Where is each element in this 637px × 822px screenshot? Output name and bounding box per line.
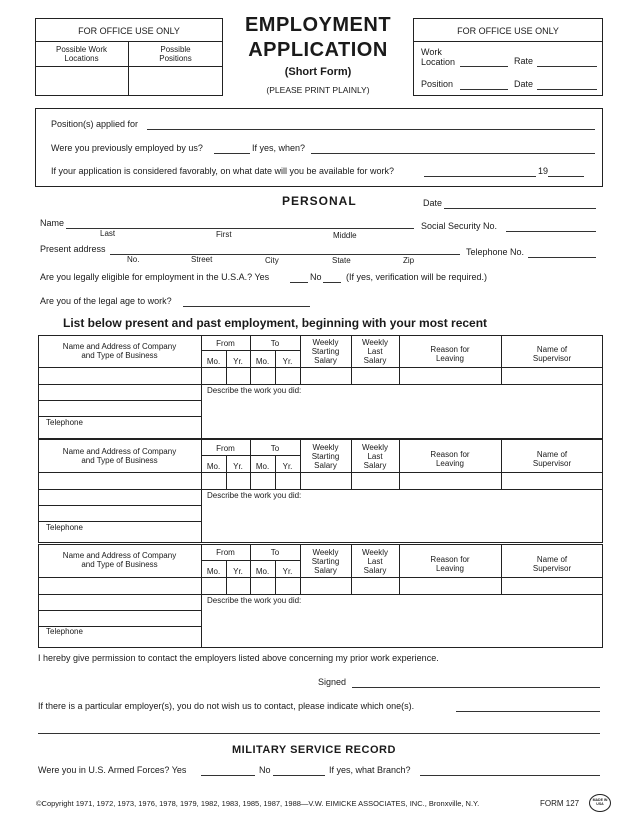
office-left-work-locations: Possible Work Locations (56, 45, 107, 64)
weekly-last-header-1: Weekly Last Salary (361, 338, 389, 366)
form-title-line2: APPLICATION (248, 39, 388, 61)
military-no-field[interactable] (273, 775, 325, 776)
name-last-caption: Last (100, 229, 116, 238)
position-applied-label: Position(s) applied for (51, 119, 139, 129)
employment-heading: List below present and past employment, beginning with your most recent (63, 316, 488, 330)
telephone-1: Telephone (46, 418, 83, 427)
signature-field[interactable] (352, 687, 600, 688)
if-yes-when-field[interactable] (311, 153, 595, 154)
from-header-3: From (216, 548, 235, 557)
company-header-1: Name and Address of Company and Type of Business (62, 342, 177, 361)
to-header-3: To (270, 548, 280, 557)
telephone-field[interactable] (528, 257, 596, 258)
personal-date-field[interactable] (444, 208, 596, 209)
from-mo-1: Mo. (206, 357, 221, 366)
to-header-1: To (270, 339, 280, 348)
legal-age-label: Are you of the legal age to work? (40, 296, 172, 306)
address-state-caption: State (332, 256, 351, 265)
military-question: Were you in U.S. Armed Forces? Yes (38, 765, 187, 775)
ssn-label: Social Security No. (421, 221, 498, 231)
available-year-field[interactable] (548, 176, 584, 177)
address-zip-caption: Zip (403, 256, 415, 265)
work-location-field[interactable] (460, 66, 508, 67)
personal-heading: PERSONAL (282, 194, 357, 208)
personal-date-label: Date (423, 198, 443, 208)
weekly-last-header-3: Weekly Last Salary (361, 548, 389, 576)
address-no-caption: No. (127, 255, 140, 264)
military-no-label: No (259, 765, 271, 775)
if-yes-when-label: If yes, when? (252, 143, 306, 153)
describe-work-3: Describe the work you did: (207, 596, 302, 605)
weekly-starting-header-3: Weekly Starting Salary (311, 548, 340, 576)
eligible-no-label: No (310, 272, 322, 282)
to-header-2: To (270, 444, 280, 453)
telephone-label: Telephone No. (466, 247, 525, 257)
print-instruction: (PLEASE PRINT PLAINLY) (266, 85, 370, 95)
reason-header-3: Reason for Leaving (430, 555, 470, 574)
military-branch-label: If yes, what Branch? (329, 765, 411, 775)
copyright-text: ©Copyright 1971, 1972, 1973, 1976, 1978, 1979, 1982, 1983, 1985, 1987, 1988—V.W. EIMICKE ASSOCIATES, INC., Bronxville, N.Y. (36, 799, 480, 808)
name-label: Name (40, 218, 65, 228)
office-right-work-location: Work Location (421, 47, 456, 68)
to-yr-3: Yr. (282, 567, 293, 576)
from-header-1: From (216, 339, 235, 348)
address-field[interactable] (110, 254, 460, 255)
permission-text: I hereby give permission to contact the employers listed above concerning my prior work experience. (38, 653, 439, 663)
office-right-date: Date (514, 79, 534, 89)
eligible-no-field[interactable] (323, 282, 341, 283)
describe-work-2: Describe the work you did: (207, 491, 302, 500)
office-right-position: Position (421, 79, 454, 89)
name-field[interactable] (66, 228, 414, 229)
address-street-caption: Street (191, 255, 213, 264)
legal-age-field[interactable] (183, 306, 310, 307)
address-label: Present address (40, 244, 106, 254)
rate-field[interactable] (537, 66, 597, 67)
military-heading: MILITARY SERVICE RECORD (232, 744, 396, 756)
to-yr-1: Yr. (282, 357, 293, 366)
from-yr-2: Yr. (233, 462, 243, 471)
previously-employed-field[interactable] (214, 153, 250, 154)
union-seal-icon (589, 794, 611, 812)
form-title-line1: EMPLOYMENT (244, 14, 392, 36)
supervisor-header-2: Name of Supervisor (532, 450, 572, 469)
position-applied-field[interactable] (147, 129, 595, 130)
company-header-3: Name and Address of Company and Type of Business (62, 551, 177, 570)
from-yr-3: Yr. (233, 567, 243, 576)
to-mo-3: Mo. (255, 567, 270, 576)
office-left-positions: Possible Positions (159, 45, 192, 64)
year-prefix: 19 (538, 166, 549, 176)
from-yr-1: Yr. (233, 357, 243, 366)
military-branch-field[interactable] (420, 775, 600, 776)
no-contact-text: If there is a particular employer(s), you do not wish us to contact, please indicate which one(s). (38, 701, 415, 711)
weekly-starting-header-1: Weekly Starting Salary (311, 338, 340, 366)
from-header-2: From (216, 444, 235, 453)
office-right-rate: Rate (514, 56, 534, 66)
supervisor-header-1: Name of Supervisor (532, 345, 572, 364)
ssn-field[interactable] (506, 231, 596, 232)
eligible-note: (If yes, verification will be required.) (346, 272, 488, 282)
eligible-yes-field[interactable] (290, 282, 308, 283)
form-subtitle: (Short Form) (284, 66, 352, 78)
from-mo-3: Mo. (206, 567, 221, 576)
no-contact-field[interactable] (456, 711, 600, 712)
weekly-starting-header-2: Weekly Starting Salary (311, 443, 340, 471)
to-mo-2: Mo. (255, 462, 270, 471)
available-date-label: If your application is considered favorably, on what date will you be available for work? (51, 166, 395, 176)
reason-header-1: Reason for Leaving (430, 345, 470, 364)
name-first-caption: First (216, 230, 232, 239)
military-yes-field[interactable] (201, 775, 255, 776)
previously-employed-label: Were you previously employed by us? (51, 143, 203, 153)
address-city-caption: City (265, 256, 279, 265)
office-right-title: FOR OFFICE USE ONLY (457, 26, 559, 36)
to-mo-1: Mo. (255, 357, 270, 366)
telephone-2: Telephone (46, 523, 83, 532)
office-position-field[interactable] (460, 89, 508, 90)
available-date-field[interactable] (424, 176, 536, 177)
supervisor-header-3: Name of Supervisor (532, 555, 572, 574)
seal-text: MADE IN USA (592, 798, 608, 806)
eligible-question: Are you legally eligible for employment in the U.S.A.? Yes (40, 272, 270, 282)
weekly-last-header-2: Weekly Last Salary (361, 443, 389, 471)
company-header-2: Name and Address of Company and Type of Business (62, 447, 177, 466)
office-date-field[interactable] (537, 89, 597, 90)
office-left-title: FOR OFFICE USE ONLY (78, 26, 180, 36)
telephone-3: Telephone (46, 627, 83, 636)
no-contact-field-2[interactable] (38, 733, 600, 734)
name-middle-caption: Middle (333, 231, 357, 240)
describe-work-1: Describe the work you did: (207, 386, 302, 395)
signed-label: Signed (318, 677, 347, 687)
form-number: FORM 127 (540, 799, 580, 808)
reason-header-2: Reason for Leaving (430, 450, 470, 469)
to-yr-2: Yr. (282, 462, 293, 471)
from-mo-2: Mo. (206, 462, 221, 471)
